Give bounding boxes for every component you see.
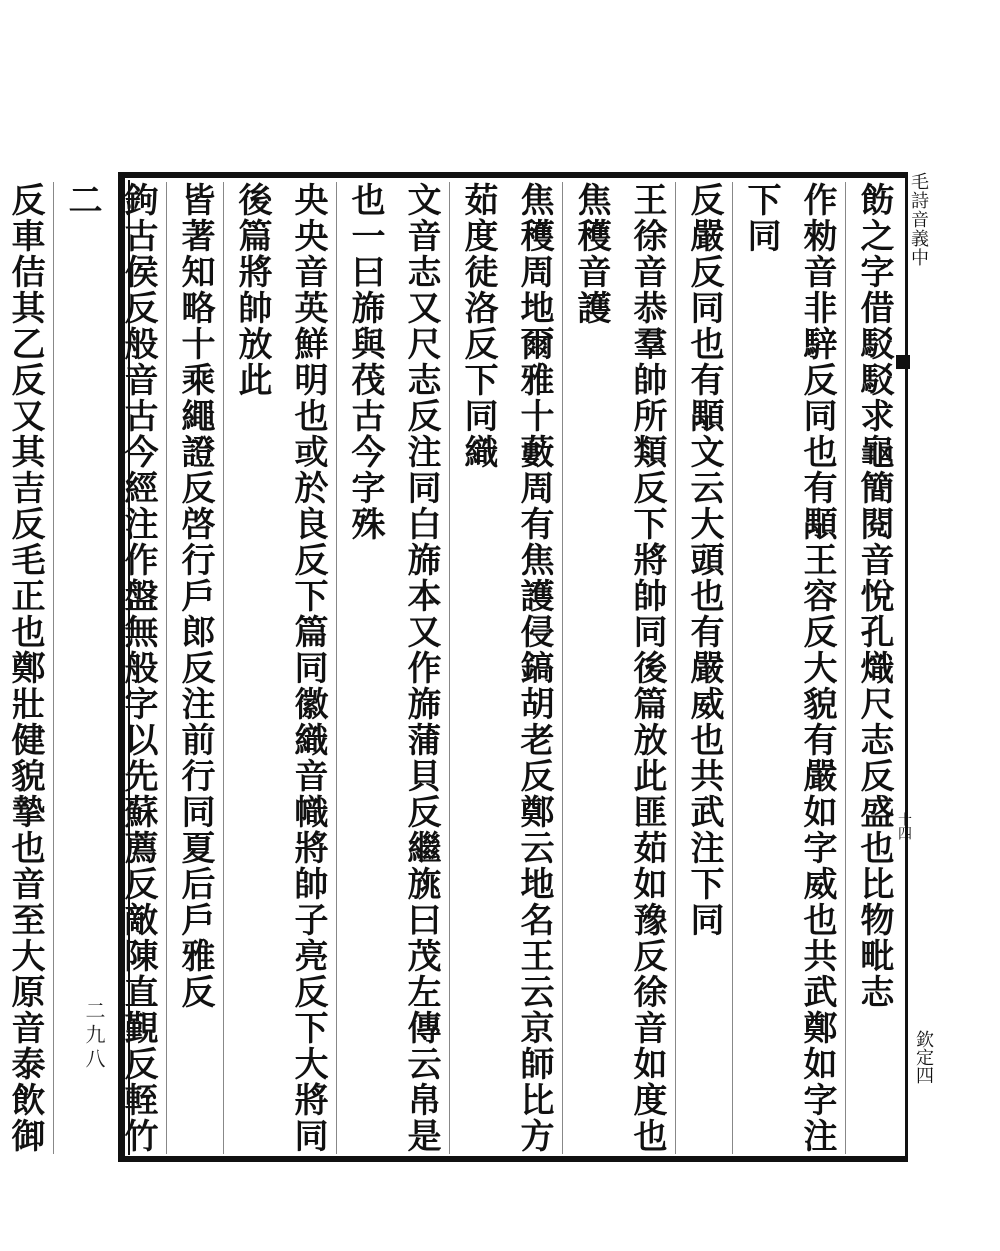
text-column: 皆著知略十乘繩證反啓行戶郎反注前行同夏后戶雅反 (166, 182, 223, 1154)
edge-text: 欽定四 (913, 1030, 934, 1084)
page-number: 二九八 (82, 1000, 106, 1072)
text-column: 焦穫周地爾雅十藪周有焦護侵鎬胡老反鄭云地名王云京師比方茹度徒洛反下同織 (449, 182, 562, 1154)
banxin-title: 毛詩音義中 (908, 172, 929, 267)
text-column: 鉤古侯反般音古今經注作盤無般字以先蘇薦反敵陳直覲反輊竹二 (53, 182, 166, 1154)
fish-tail-mark (896, 355, 910, 369)
text-column: 反車佶其乙反又其吉反毛正也鄭壯健貌摯也音至大原音泰飲御 (0, 182, 53, 1154)
text-column: 飭之字借駁駁求龜簡閱音悅孔熾尺志反盛也比物毗志 (845, 182, 902, 1154)
text-column: 王徐音恭羣帥所類反下將帥同後篇放此匪茹如豫反徐音如度也焦穫音護 (562, 182, 675, 1154)
sheet-number: 十四 (896, 812, 912, 840)
text-column: 作勑音非騂反同也有顒王容反大貌有嚴如字威也共武鄭如字注下同 (732, 182, 845, 1154)
text-column: 央央音英鮮明也或於良反下篇同徽織音幟將帥子亮反下大將同後篇將帥放此 (223, 182, 336, 1154)
text-column: 反嚴反同也有顒文云大頭也有嚴威也共武注下同 (675, 182, 732, 1154)
text-column: 文音志又尺志反注同白旆本又作旆蒲貝反繼旐曰茂左傳云帛是也一曰旆與茷古今字殊 (336, 182, 449, 1154)
